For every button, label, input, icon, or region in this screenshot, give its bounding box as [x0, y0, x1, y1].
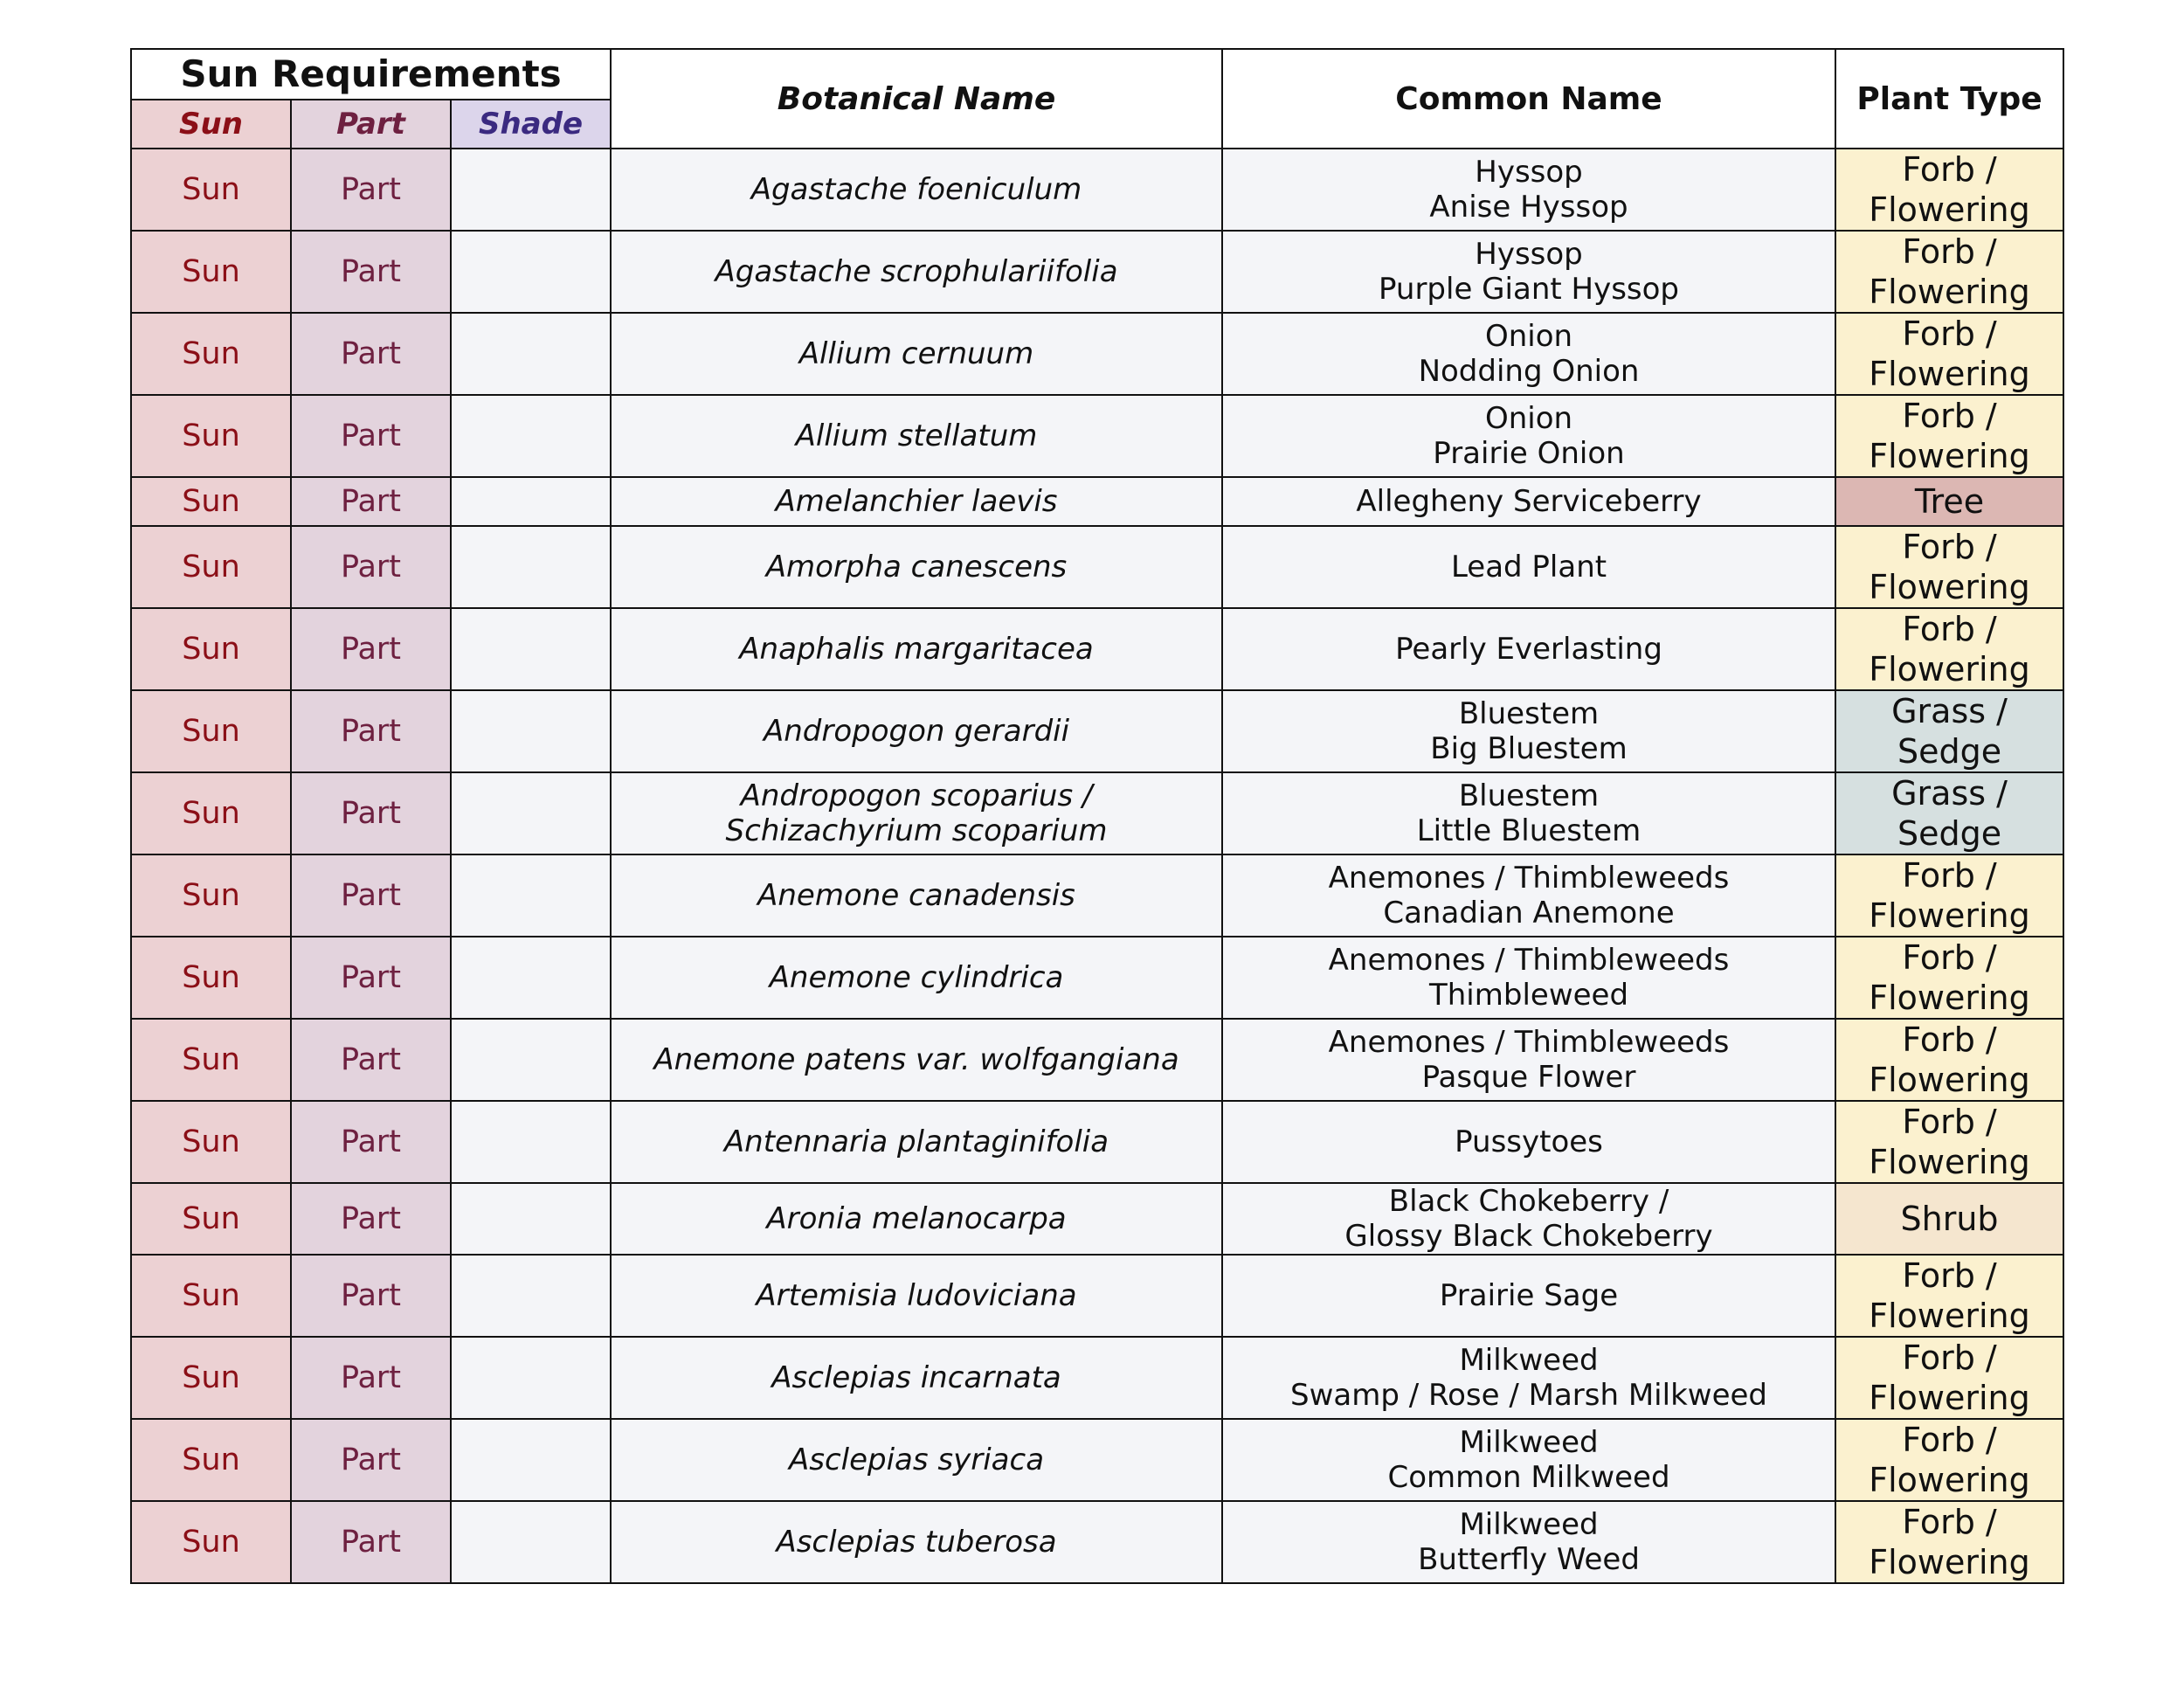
- common-name-cell: [1222, 1101, 1835, 1183]
- sun-cell: Sun: [131, 477, 291, 526]
- botanical-name-cell-line: Aronia melanocarpa: [766, 1201, 1067, 1236]
- plant-table: [130, 48, 2064, 1584]
- botanical-name-cell-line: Asclepias incarnata: [771, 1360, 1061, 1395]
- common-name-cell: [1222, 1255, 1835, 1337]
- table-body: [131, 149, 2063, 1583]
- part-cell: Part: [291, 854, 451, 937]
- sun-cell: Sun: [131, 854, 291, 937]
- plant-type-cell-line: Flowering: [1869, 1061, 2030, 1099]
- common-name-cell-line: Hyssop: [1475, 155, 1583, 190]
- botanical-name-cell-line: Amorpha canescens: [765, 550, 1068, 585]
- common-name-cell: [1222, 1183, 1835, 1255]
- table-row: [131, 477, 2063, 526]
- plant-type-cell-line: Forb /: [1902, 856, 1997, 895]
- botanical-name-cell: [611, 1101, 1222, 1183]
- part-cell: Part: [291, 526, 451, 608]
- shade-subheader: Shade: [451, 100, 611, 149]
- plant-type-cell-line: Forb /: [1902, 938, 1997, 977]
- common-name-cell: [1222, 231, 1835, 313]
- plant-type-cell: [1835, 1183, 2063, 1255]
- botanical-name-cell-line: Anemone canadensis: [757, 878, 1075, 913]
- shade-cell: [451, 231, 611, 313]
- part-cell: Part: [291, 1101, 451, 1183]
- common-name-cell: [1222, 854, 1835, 937]
- part-cell: Part: [291, 395, 451, 477]
- sun-cell: Sun: [131, 1419, 291, 1501]
- shade-cell: [451, 1419, 611, 1501]
- common-name-cell-line: Prairie Sage: [1439, 1278, 1619, 1313]
- part-cell: Part: [291, 1183, 451, 1255]
- botanical-name-cell: [611, 690, 1222, 772]
- shade-cell: [451, 690, 611, 772]
- common-name-cell-line: Pussytoes: [1455, 1124, 1603, 1159]
- plant-type-cell-line: Shrub: [1900, 1200, 1999, 1238]
- botanical-name-cell: [611, 937, 1222, 1019]
- plant-type-cell-line: Flowering: [1869, 355, 2030, 393]
- common-name-cell-line: Nodding Onion: [1418, 354, 1640, 389]
- plant-type-cell-line: Forb /: [1902, 397, 1997, 435]
- plant-type-cell-line: Flowering: [1869, 1461, 2030, 1499]
- botanical-name-cell: [611, 772, 1222, 854]
- common-name-cell: [1222, 608, 1835, 690]
- table-header: [131, 49, 2063, 149]
- botanical-name-cell: [611, 854, 1222, 937]
- part-cell: Part: [291, 477, 451, 526]
- botanical-name-cell: [611, 149, 1222, 231]
- table-row: [131, 149, 2063, 231]
- botanical-name-cell: [611, 231, 1222, 313]
- common-name-cell-line: Little Bluestem: [1416, 813, 1641, 848]
- table-row: [131, 313, 2063, 395]
- part-cell: Part: [291, 313, 451, 395]
- common-name-cell-line: Milkweed: [1459, 1343, 1599, 1378]
- plant-type-cell: [1835, 690, 2063, 772]
- common-name-cell: [1222, 477, 1835, 526]
- table-row: [131, 1255, 2063, 1337]
- table-row: [131, 1019, 2063, 1101]
- plant-type-cell-line: Forb /: [1902, 1421, 1997, 1459]
- botanical-name-cell: [611, 1255, 1222, 1337]
- table-row: [131, 1183, 2063, 1255]
- common-name-cell: [1222, 937, 1835, 1019]
- plant-type-cell-line: Flowering: [1869, 650, 2030, 688]
- common-name-cell-line: Butterfly Weed: [1418, 1542, 1640, 1577]
- shade-cell: [451, 1501, 611, 1583]
- common-name-cell-line: Purple Giant Hyssop: [1379, 272, 1680, 307]
- part-cell: Part: [291, 608, 451, 690]
- plant-type-header: Plant Type: [1835, 49, 2063, 149]
- plant-type-cell-line: Flowering: [1869, 1143, 2030, 1181]
- common-name-cell-line: Glossy Black Chokeberry: [1344, 1219, 1713, 1254]
- table-row: [131, 1419, 2063, 1501]
- common-name-cell: [1222, 313, 1835, 395]
- plant-type-cell-line: Flowering: [1869, 1379, 2030, 1417]
- common-name-cell-line: Onion: [1484, 401, 1573, 436]
- common-name-cell-line: Swamp / Rose / Marsh Milkweed: [1290, 1378, 1767, 1413]
- plant-type-cell-line: Grass / Sedge: [1891, 774, 2008, 853]
- shade-cell: [451, 772, 611, 854]
- part-cell: Part: [291, 772, 451, 854]
- plant-type-cell-line: Forb /: [1902, 1503, 1997, 1541]
- botanical-name-cell-line: Anaphalis margaritacea: [739, 632, 1094, 667]
- shade-cell: [451, 854, 611, 937]
- shade-cell: [451, 1337, 611, 1419]
- botanical-name-cell-line: Allium stellatum: [795, 419, 1038, 453]
- plant-type-cell: [1835, 313, 2063, 395]
- sun-subheader: Sun: [131, 100, 291, 149]
- common-name-cell-line: Anise Hyssop: [1429, 190, 1628, 225]
- plant-type-cell-line: Grass / Sedge: [1891, 692, 2008, 771]
- common-name-cell: [1222, 1419, 1835, 1501]
- shade-cell: [451, 1255, 611, 1337]
- common-name-cell-line: Canadian Anemone: [1383, 896, 1675, 930]
- plant-type-cell-line: Forb /: [1902, 315, 1997, 353]
- sun-cell: Sun: [131, 231, 291, 313]
- part-cell: Part: [291, 149, 451, 231]
- shade-cell: [451, 395, 611, 477]
- plant-type-cell: [1835, 526, 2063, 608]
- table-row: [131, 395, 2063, 477]
- part-subheader: Part: [291, 100, 451, 149]
- part-cell: Part: [291, 1255, 451, 1337]
- common-name-cell-line: Allegheny Serviceberry: [1356, 484, 1702, 519]
- common-name-cell-line: Bluestem: [1458, 696, 1600, 731]
- plant-type-cell-line: Flowering: [1869, 437, 2030, 475]
- common-name-cell-line: Milkweed: [1459, 1425, 1599, 1460]
- plant-type-cell-line: Flowering: [1869, 1543, 2030, 1581]
- part-cell: Part: [291, 690, 451, 772]
- shade-cell: [451, 1183, 611, 1255]
- botanical-name-cell-line: Antennaria plantaginifolia: [723, 1124, 1109, 1159]
- common-name-cell: [1222, 1019, 1835, 1101]
- botanical-name-cell-line: Artemisia ludoviciana: [756, 1278, 1077, 1313]
- shade-cell: [451, 608, 611, 690]
- common-name-cell-line: Anemones / Thimbleweeds: [1328, 1025, 1730, 1060]
- sun-cell: Sun: [131, 1337, 291, 1419]
- table-row: [131, 608, 2063, 690]
- common-name-cell: [1222, 1501, 1835, 1583]
- plant-type-cell-line: Flowering: [1869, 896, 2030, 935]
- botanical-name-cell-line: Amelanchier laevis: [775, 484, 1058, 519]
- botanical-name-cell: [611, 526, 1222, 608]
- botanical-name-cell: [611, 1183, 1222, 1255]
- table-row: [131, 526, 2063, 608]
- sun-cell: Sun: [131, 395, 291, 477]
- botanical-name-cell-line: Andropogon scoparius /: [740, 778, 1093, 813]
- shade-cell: [451, 526, 611, 608]
- plant-type-cell-line: Forb /: [1902, 1020, 1997, 1059]
- shade-cell: [451, 1019, 611, 1101]
- common-name-cell: [1222, 1337, 1835, 1419]
- sun-cell: Sun: [131, 690, 291, 772]
- botanical-name-cell-line: Andropogon gerardii: [763, 714, 1070, 749]
- sun-requirements-header: Sun Requirements: [131, 49, 611, 100]
- common-name-cell-line: Bluestem: [1458, 778, 1600, 813]
- botanical-name-cell-line: Allium cernuum: [798, 336, 1034, 371]
- sun-cell: Sun: [131, 772, 291, 854]
- botanical-name-cell-line: Anemone cylindrica: [769, 960, 1064, 995]
- plant-type-cell-line: Flowering: [1869, 1297, 2030, 1335]
- botanical-name-cell-line: Agastache scrophulariifolia: [715, 254, 1118, 289]
- part-cell: Part: [291, 1501, 451, 1583]
- table-row: [131, 1501, 2063, 1583]
- plant-type-cell-line: Tree: [1914, 482, 1985, 521]
- botanical-name-cell: [611, 395, 1222, 477]
- sun-cell: Sun: [131, 1019, 291, 1101]
- plant-type-cell-line: Forb /: [1902, 232, 1997, 271]
- common-name-cell-line: Pasque Flower: [1421, 1060, 1636, 1095]
- table-row: [131, 854, 2063, 937]
- common-name-cell-line: Hyssop: [1475, 237, 1583, 272]
- plant-type-cell: [1835, 937, 2063, 1019]
- sun-cell: Sun: [131, 313, 291, 395]
- botanical-name-cell: [611, 477, 1222, 526]
- plant-type-cell: [1835, 1255, 2063, 1337]
- plant-type-cell: [1835, 1019, 2063, 1101]
- plant-type-cell: [1835, 1337, 2063, 1419]
- common-name-cell-line: Lead Plant: [1450, 550, 1607, 585]
- table-row: [131, 231, 2063, 313]
- part-cell: Part: [291, 1019, 451, 1101]
- common-name-cell-line: Prairie Onion: [1433, 436, 1625, 471]
- plant-type-cell: [1835, 772, 2063, 854]
- part-cell: Part: [291, 1419, 451, 1501]
- plant-type-cell-line: Flowering: [1869, 190, 2030, 229]
- shade-cell: [451, 313, 611, 395]
- plant-type-cell: [1835, 149, 2063, 231]
- table-row: [131, 1101, 2063, 1183]
- sun-cell: Sun: [131, 937, 291, 1019]
- shade-cell: [451, 1101, 611, 1183]
- botanical-name-cell-line: Asclepias syriaca: [788, 1442, 1045, 1477]
- part-cell: Part: [291, 1337, 451, 1419]
- plant-type-cell: [1835, 608, 2063, 690]
- table-row: [131, 690, 2063, 772]
- plant-type-cell: [1835, 1419, 2063, 1501]
- sun-cell: Sun: [131, 1501, 291, 1583]
- shade-cell: [451, 477, 611, 526]
- botanical-name-cell-line: Anemone patens var. wolfgangiana: [653, 1042, 1179, 1077]
- table-row: [131, 1337, 2063, 1419]
- plant-type-cell-line: Forb /: [1902, 1103, 1997, 1141]
- plant-type-cell-line: Flowering: [1869, 273, 2030, 311]
- botanical-name-cell-line: Schizachyrium scoparium: [725, 813, 1108, 848]
- common-name-cell-line: Anemones / Thimbleweeds: [1328, 943, 1730, 978]
- part-cell: Part: [291, 937, 451, 1019]
- plant-type-cell-line: Flowering: [1869, 979, 2030, 1017]
- sun-cell: Sun: [131, 526, 291, 608]
- plant-type-cell-line: Forb /: [1902, 610, 1997, 648]
- common-name-cell-line: Black Chokeberry /: [1388, 1184, 1669, 1219]
- plant-type-cell-line: Forb /: [1902, 1339, 1997, 1377]
- botanical-name-cell: [611, 1019, 1222, 1101]
- common-name-cell: [1222, 526, 1835, 608]
- common-name-header: Common Name: [1222, 49, 1835, 149]
- common-name-cell: [1222, 395, 1835, 477]
- common-name-cell-line: Pearly Everlasting: [1395, 632, 1662, 667]
- sun-cell: Sun: [131, 608, 291, 690]
- common-name-cell: [1222, 149, 1835, 231]
- plant-type-cell-line: Forb /: [1902, 1256, 1997, 1295]
- botanical-name-cell: [611, 1337, 1222, 1419]
- common-name-cell-line: Onion: [1484, 319, 1573, 354]
- shade-cell: [451, 149, 611, 231]
- part-cell: Part: [291, 231, 451, 313]
- botanical-name-cell: [611, 608, 1222, 690]
- common-name-cell-line: Big Bluestem: [1430, 731, 1628, 766]
- botanical-name-header: Botanical Name: [611, 49, 1222, 149]
- plant-type-cell-line: Forb /: [1902, 528, 1997, 566]
- plant-type-cell: [1835, 395, 2063, 477]
- table-row: [131, 937, 2063, 1019]
- plant-type-cell-line: Flowering: [1869, 568, 2030, 606]
- botanical-name-cell-line: Asclepias tuberosa: [776, 1525, 1057, 1560]
- plant-type-cell: [1835, 231, 2063, 313]
- plant-type-cell-line: Forb /: [1902, 150, 1997, 189]
- common-name-cell-line: Anemones / Thimbleweeds: [1328, 861, 1730, 896]
- botanical-name-cell-line: Agastache foeniculum: [750, 172, 1082, 207]
- botanical-name-cell: [611, 1501, 1222, 1583]
- common-name-cell: [1222, 690, 1835, 772]
- common-name-cell-line: Thimbleweed: [1428, 978, 1629, 1013]
- plant-type-cell: [1835, 1501, 2063, 1583]
- sun-cell: Sun: [131, 149, 291, 231]
- plant-type-cell: [1835, 1101, 2063, 1183]
- plant-type-cell: [1835, 477, 2063, 526]
- plant-type-cell: [1835, 854, 2063, 937]
- table-row: [131, 772, 2063, 854]
- botanical-name-cell: [611, 313, 1222, 395]
- common-name-cell-line: Milkweed: [1459, 1507, 1599, 1542]
- sun-cell: Sun: [131, 1183, 291, 1255]
- sun-cell: Sun: [131, 1255, 291, 1337]
- botanical-name-cell: [611, 1419, 1222, 1501]
- sun-cell: Sun: [131, 1101, 291, 1183]
- shade-cell: [451, 937, 611, 1019]
- common-name-cell-line: Common Milkweed: [1387, 1460, 1670, 1495]
- common-name-cell: [1222, 772, 1835, 854]
